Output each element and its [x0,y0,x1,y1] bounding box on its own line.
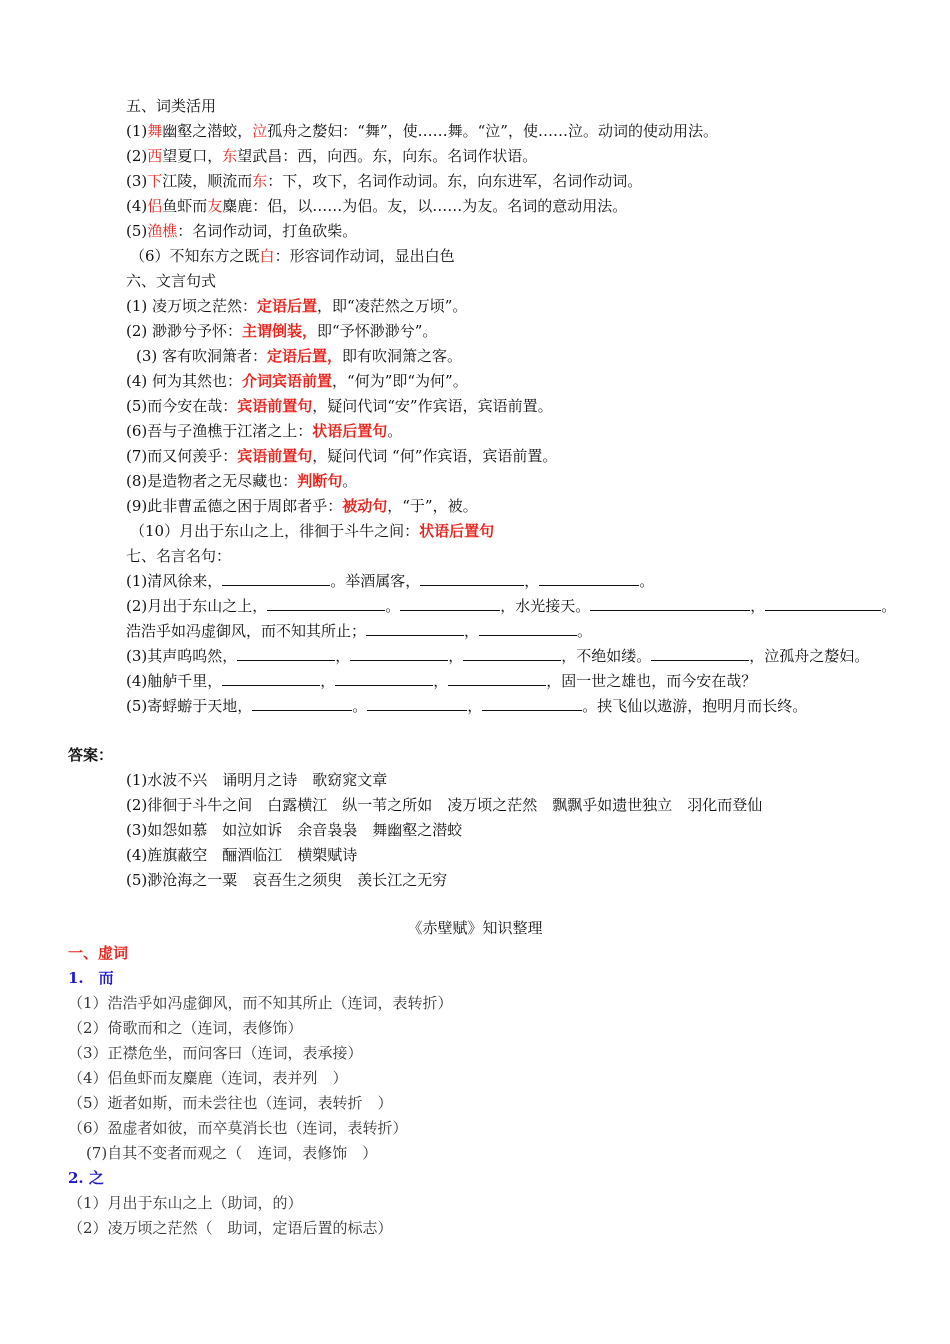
word-zhi-title: 2. 之 [68,1169,104,1187]
fill-blank[interactable] [267,596,385,611]
word-er-item: （3）正襟危坐，而问客曰（连词，表承接） [68,1044,363,1062]
sec7-line-3: 浩浩乎如冯虚御风，而不知其所止； ， 。 [126,622,593,640]
sec7-line-6: (5)寄蜉蝣于天地， 。 ， 。挟飞仙以遨游，抱明月而长终。 [126,697,808,715]
word-er-title: 1. 而 [68,969,114,987]
sec6-item-8: (8)是造物者之无尽藏也：判断句。 [126,472,358,490]
sec6-item-6: (6)吾与子渔樵于江渚之上：状语后置句。 [126,422,403,440]
word-zhi-item: （1）月出于东山之上（助词，的） [68,1194,303,1212]
answers-label: 答案： [68,746,114,764]
sec5-item-1: (1)舞幽壑之潜蛟，泣孤舟之嫠妇：“舞”，使……舞。“泣”，使……泣。动词的使动用法。 [126,122,718,140]
sec6-item-1: (1) 凌万顷之茫然：定语后置，即“凌茫然之万顷”。 [126,297,468,315]
fill-blank[interactable] [651,646,749,661]
sec7-line-1: (1)清风徐来， 。举酒属客， ， 。 [126,572,655,590]
sec6-item-3: (3) 客有吹洞箫者：定语后置，即有吹洞箫之客。 [136,347,463,365]
sec6-item-5: (5)而今安在哉：宾语前置句，疑问代词“安”作宾语，宾语前置。 [126,397,553,415]
sec6-item-7: (7)而又何羡乎：宾语前置句，疑问代词 “何”作宾语，宾语前置。 [126,447,558,465]
sec6-item-2: (2) 渺渺兮予怀：主谓倒装，即“予怀渺渺兮”。 [126,322,438,340]
sec7-line-4: (3)其声呜呜然， ， ， ，不绝如缕。 ，泣孤舟之嫠妇。 [126,647,870,665]
sec5-item-6: （6）不知东方之既白：形容词作动词，显出白色 [130,247,455,265]
fill-blank[interactable] [237,646,335,661]
fill-blank[interactable] [366,621,464,636]
fill-blank[interactable] [482,696,582,711]
word-er-item: （6）盈虚者如彼，而卒莫消长也（连词，表转折） [68,1119,408,1137]
answer-3: (3)如怨如慕 如泣如诉 余音袅袅 舞幽壑之潜蛟 [126,821,463,839]
answer-5: (5)渺沧海之一粟 哀吾生之须臾 羡长江之无穷 [126,871,448,889]
fill-blank[interactable] [479,621,577,636]
fill-blank[interactable] [765,596,881,611]
word-er-item: （1）浩浩乎如冯虚御风，而不知其所止（连词，表转折） [68,994,453,1012]
sec5-item-5: (5)渔樵：名词作动词，打鱼砍柴。 [126,222,358,240]
fill-blank[interactable] [222,571,330,586]
sec7-line-5: (4)舳舻千里， ， ， ，固一世之雄也，而今安在哉？ [126,672,757,690]
sec5-item-4: (4)侣鱼虾而友麋鹿：侣，以……为侣。友，以……为友。名词的意动用法。 [126,197,628,215]
section-6-title: 六、文言句式 [126,272,217,290]
fill-blank[interactable] [367,696,467,711]
answer-4: (4)旌旗蔽空 酾酒临江 横槊赋诗 [126,846,358,864]
fill-blank[interactable] [463,646,561,661]
word-zhi-item: （2）凌万顷之茫然（ 助词，定语后置的标志） [68,1219,393,1237]
section-5-title: 五、词类活用 [126,97,217,115]
answer-1: (1)水波不兴 诵明月之诗 歌窈窕文章 [126,771,388,789]
knowledge-title: 《赤壁赋》知识整理 [407,919,543,937]
fill-blank[interactable] [420,571,524,586]
fill-blank[interactable] [590,596,750,611]
fill-blank[interactable] [222,671,320,686]
word-er-item: (7)自其不变者而观之（ 连词，表修饰 ） [86,1144,378,1162]
fill-blank[interactable] [335,671,433,686]
fill-blank[interactable] [350,646,448,661]
sec6-item-9: (9)此非曹孟德之困于周郎者乎：被动句，“于”，被。 [126,497,478,515]
sec6-item-10: （10）月出于东山之上，徘徊于斗牛之间：状语后置句 [130,522,495,540]
section-7-title: 七、名言名句： [126,547,232,565]
word-er-item: （5）逝者如斯，而未尝往也（连词，表转折 ） [68,1094,393,1112]
sec5-item-2: (2)西望夏口，东望武昌：西，向西。东，向东。名词作状语。 [126,147,538,165]
fill-blank[interactable] [400,596,500,611]
word-er-item: （4）侣鱼虾而友麋鹿（连词，表并列 ） [68,1069,348,1087]
answer-2: (2)徘徊于斗牛之间 白露横江 纵一苇之所如 凌万顷之茫然 飘飘乎如遗世独立 羽化而登仙 [126,796,763,814]
fill-blank[interactable] [539,571,639,586]
fill-blank[interactable] [252,696,352,711]
sec5-item-3: (3)下江陵，顺流而东：下，攻下，名词作动词。东，向东进军，名词作动词。 [126,172,643,190]
sec6-item-4: (4) 何为其然也：介词宾语前置，“何为”即“为何”。 [126,372,468,390]
sec7-line-2: (2)月出于东山之上， 。 ，水光接天。 ， 。 [126,597,897,615]
word-er-item: （2）倚歌而和之（连词，表修饰） [68,1019,303,1037]
xuci-heading: 一、虚词 [68,944,129,962]
fill-blank[interactable] [448,671,546,686]
